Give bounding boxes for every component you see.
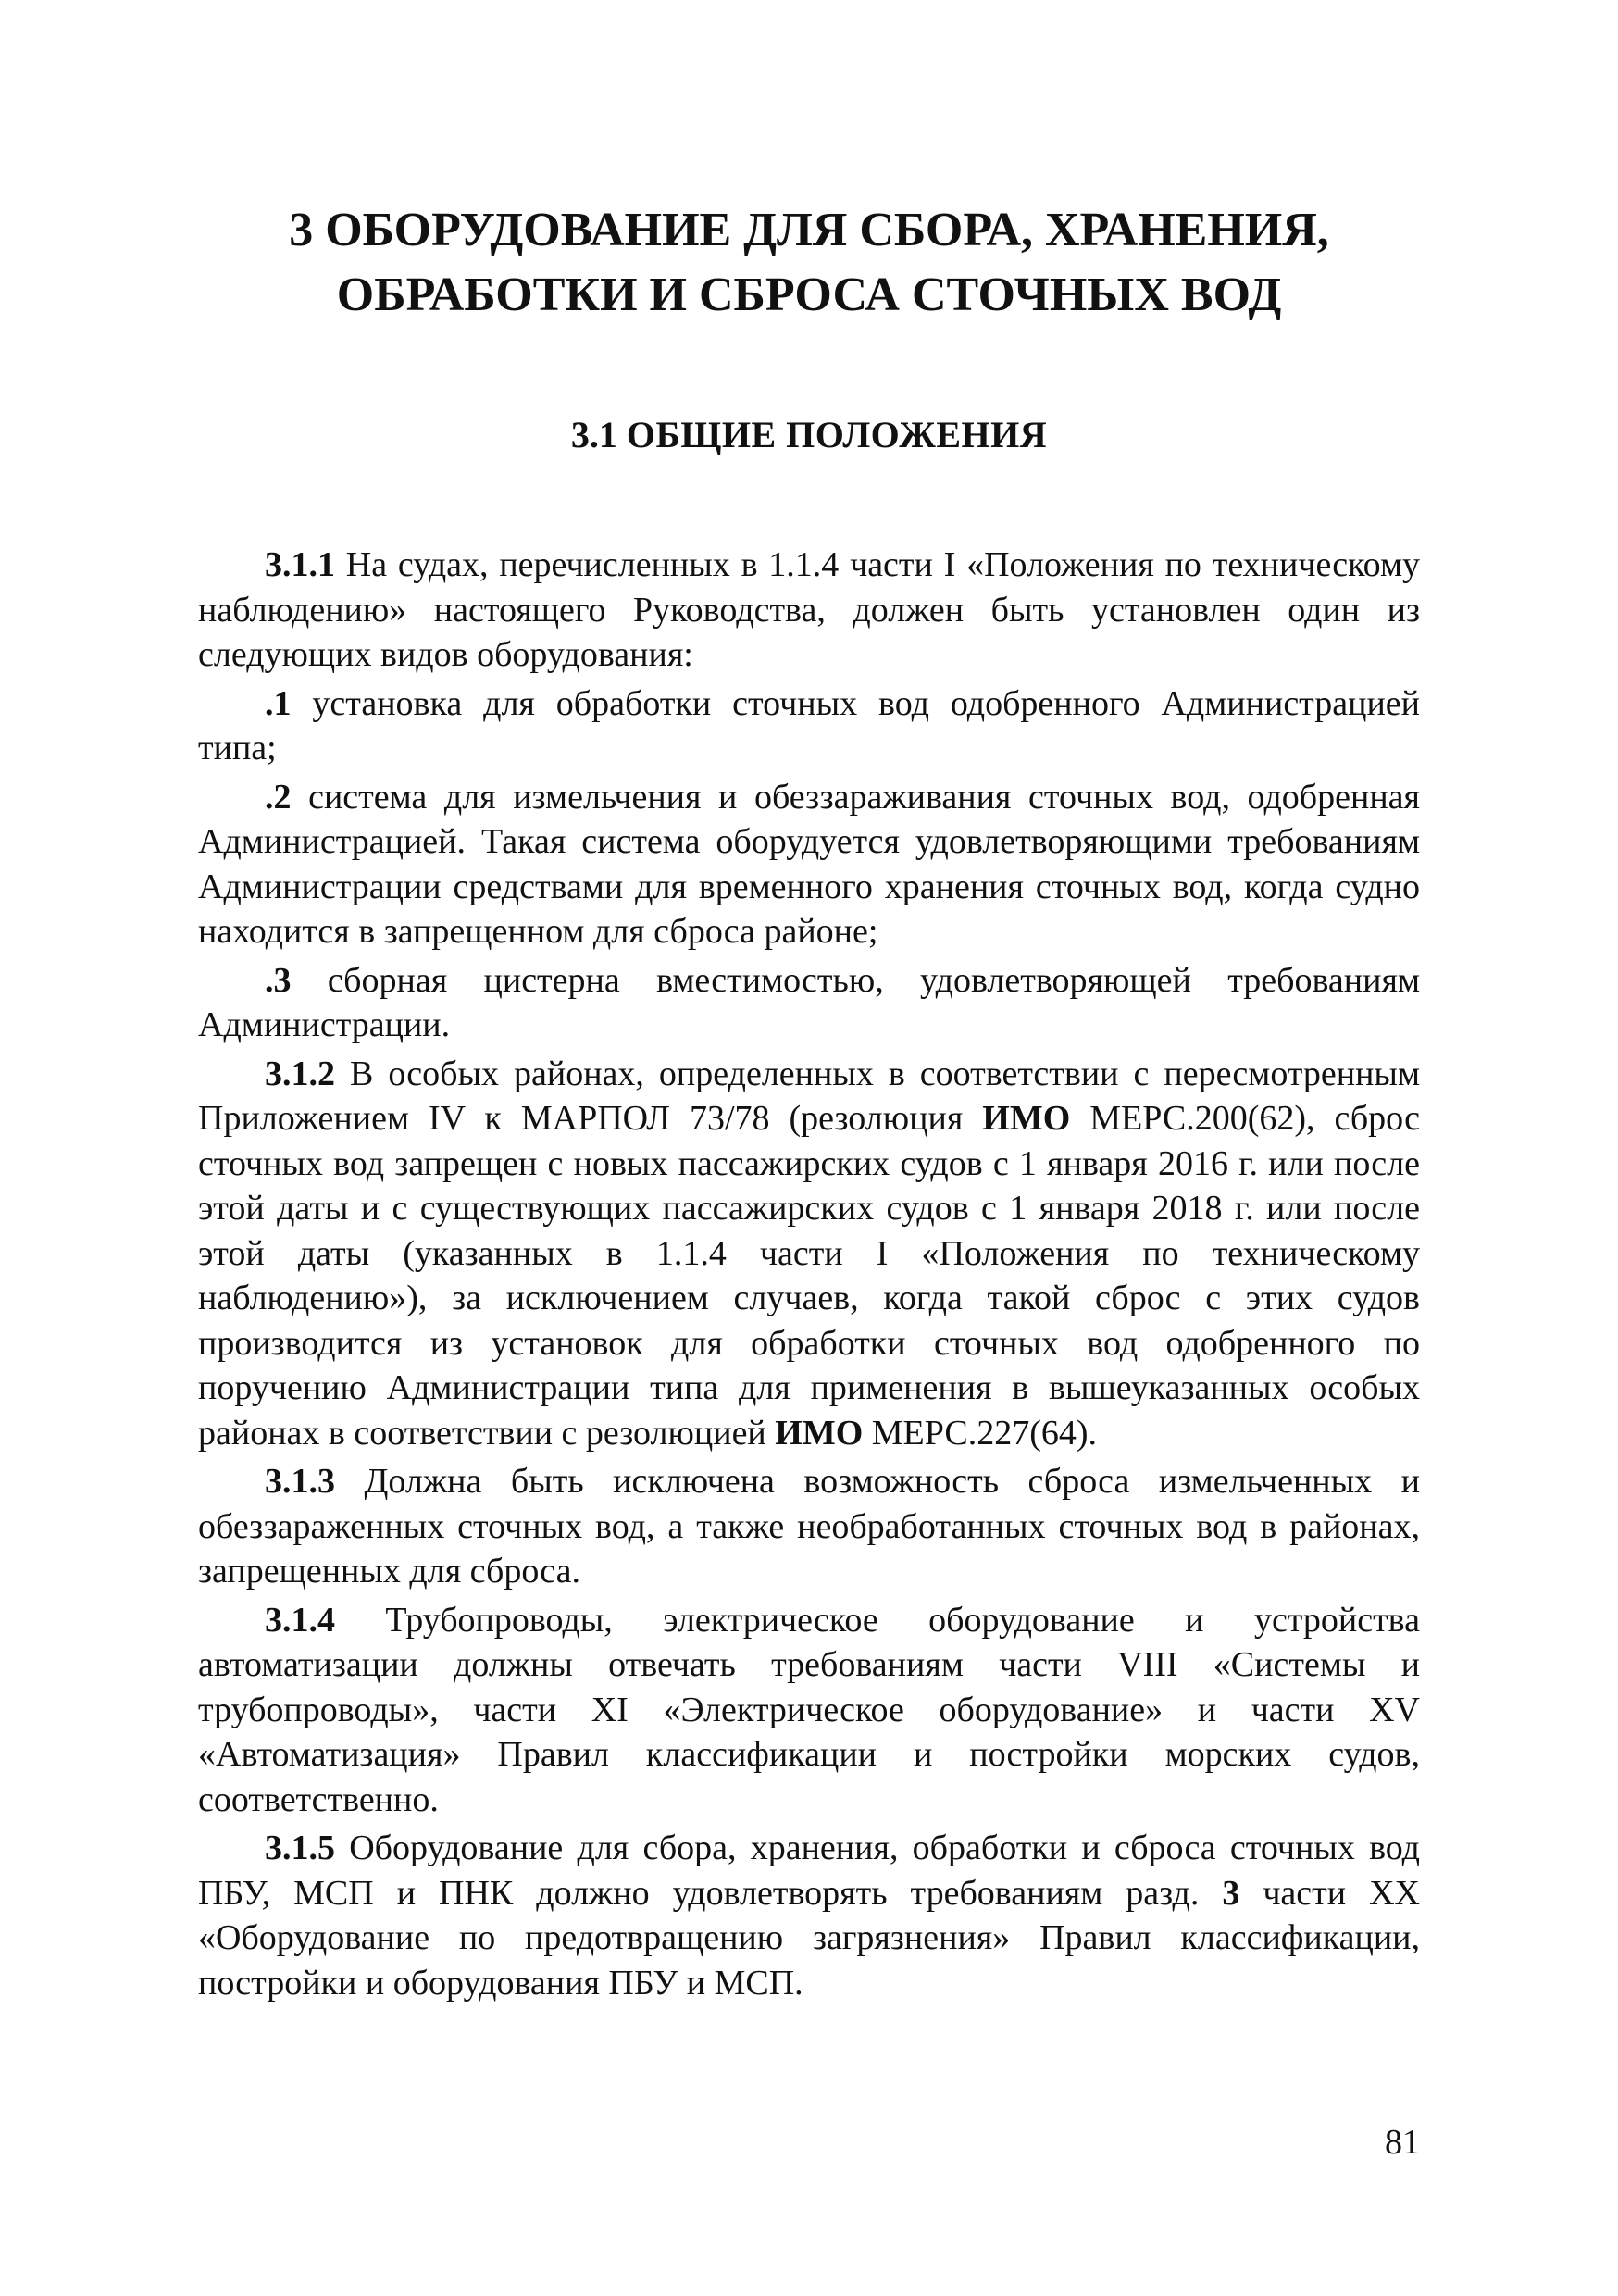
paragraph-text: части XX «Оборудование по предотвращению загрязнения» Правил классификации, постройки и оборудования ПБУ и МСП. xyxy=(198,1873,1420,2003)
list-item-text: система для измельчения и обеззараживания сточных вод, одобренная Администрацией. Такая система оборудуется удовлетворяющими требованиям Администрации средствами для временного хранения сточных вод, когда судно находится в запрещенном для сброса районе; xyxy=(198,777,1420,951)
list-item-number: .2 xyxy=(265,777,292,817)
list-item-2 xyxy=(198,775,1420,955)
chapter-title-line-1: 3 ОБОРУДОВАНИЕ ДЛЯ СБОРА, ХРАНЕНИЯ, xyxy=(289,204,1329,256)
paragraph-number: 3.1.4 xyxy=(265,1600,335,1640)
paragraph-text: Должна быть исключена возможность сброса измельченных и обеззараженных сточных вод, а также необработанных сточных вод в районах, запрещенных для сброса. xyxy=(198,1462,1420,1591)
imo-abbreviation: ИМО xyxy=(982,1099,1071,1138)
paragraph-number: 3.1.5 xyxy=(265,1828,335,1867)
document-body xyxy=(198,543,1420,2009)
paragraph-number: 3.1.1 xyxy=(265,545,335,584)
imo-abbreviation: ИМО xyxy=(775,1413,864,1453)
paragraph-text: Трубопроводы, электрическое оборудование и устройства автоматизации должны отвечать требованиям части VIII «Системы и трубопроводы», части XI «Электрическое оборудование» и части XV «Автоматизация» Правил классификации и постройки морских судов, соответственно. xyxy=(198,1600,1420,1819)
list-item-text: сборная цистерна вместимостью, удовлетворяющей требованиям Администрации. xyxy=(198,960,1420,1044)
list-item-number: .1 xyxy=(265,683,292,723)
paragraph-3-1-3 xyxy=(198,1459,1420,1594)
paragraph-text: Оборудование для сбора, хранения, обработки и сброса сточных вод ПБУ, МСП и ПНК должно удовлетворять требованиям разд. xyxy=(198,1828,1420,1913)
list-item-number: .3 xyxy=(265,960,292,1000)
section-title xyxy=(198,409,1420,461)
paragraph-3-1-2 xyxy=(198,1052,1420,1456)
chapter-title-line-2: ОБРАБОТКИ И СБРОСА СТОЧНЫХ ВОД xyxy=(336,268,1282,321)
paragraph-3-1-4 xyxy=(198,1598,1420,1823)
paragraph-number: 3.1.2 xyxy=(265,1054,335,1093)
paragraph-text: МЕРС.200(62), сброс сточных вод запрещен с новых пассажирских судов с 1 января 2016 г. или после этой даты и с существующих пассажирских судов с 1 января 2018 г. или после этой даты (указанных в 1.1.4 части I «Положения по техническому наблюдению»), за исключением случаев, когда такой сброс с этих судов производится из установок для обработки сточных вод одобренного по поручению Администрации типа для применения в вышеуказанных особых районах в соответствии с резолюцией xyxy=(198,1099,1420,1453)
paragraph-3-1-5 xyxy=(198,1826,1420,2005)
section-heading-text: ОБЩИЕ ПОЛОЖЕНИЯ xyxy=(626,414,1048,455)
list-item-text: установка для обработки сточных вод одобренного Администрацией типа; xyxy=(198,683,1420,767)
chapter-title xyxy=(198,198,1420,328)
list-item-1 xyxy=(198,681,1420,771)
paragraph-text: На судах, перечисленных в 1.1.4 части I «Положения по техническому наблюдению» настоящего Руководства, должен быть установлен один из следующих видов оборудования: xyxy=(198,545,1420,674)
page-number: 81 xyxy=(1385,2123,1420,2162)
section-number: 3.1 xyxy=(570,414,617,455)
paragraph-number: 3.1.3 xyxy=(265,1462,335,1501)
paragraph-text: МЕРС.227(64). xyxy=(863,1413,1098,1453)
paragraph-3-1-1 xyxy=(198,543,1420,678)
section-reference: 3 xyxy=(1222,1873,1240,1913)
list-item-3 xyxy=(198,958,1420,1048)
paragraph-text: В особых районах, определенных в соответствии с пересмотренным Приложением IV к МАРПОЛ 73/78 (резолюция xyxy=(198,1054,1420,1138)
